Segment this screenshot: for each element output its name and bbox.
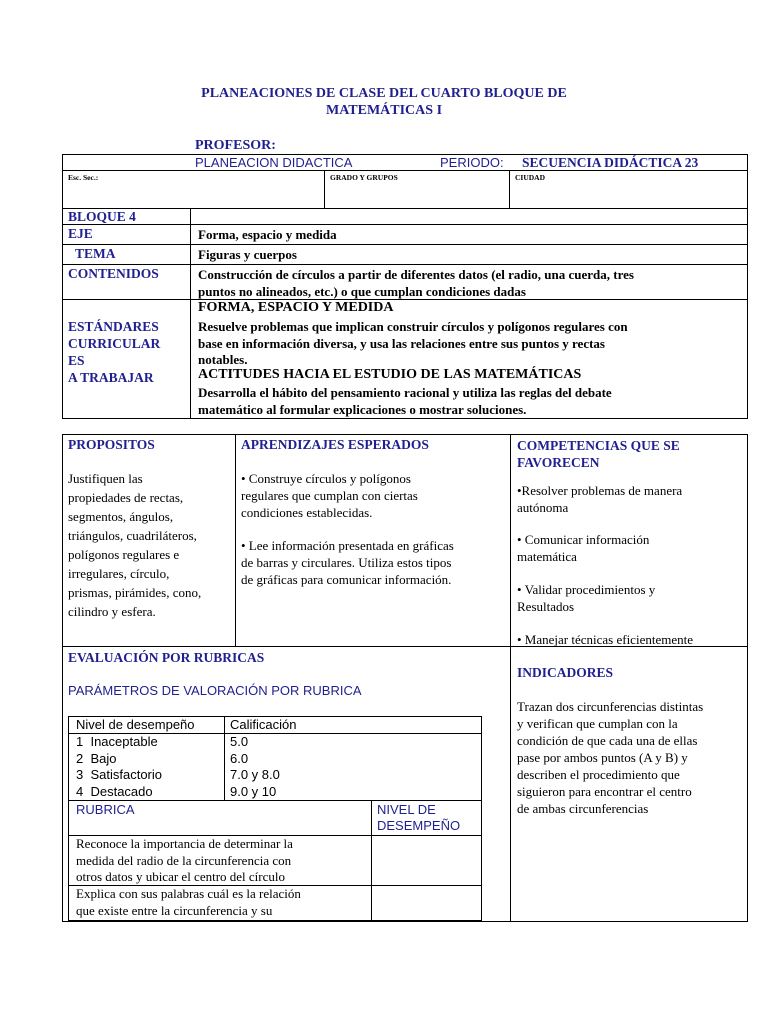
aprendizajes-line: de gráficas para comunicar información.: [241, 572, 452, 587]
aprendizajes-line: • Construye círculos y polígonos: [241, 471, 411, 486]
est-text2-l1: Desarrolla el hábito del pensamiento racional y utiliza las reglas del debate: [198, 385, 612, 400]
propositos-text: [68, 469, 201, 621]
competencias-title: [517, 437, 680, 471]
propositos-title: PROPOSITOS: [68, 437, 155, 452]
est-heading1: FORMA, ESPACIO Y MEDIDA: [198, 300, 394, 315]
indicadores-line: siguieron para encontrar el centro: [517, 784, 692, 799]
indicadores-line: de ambas circunferencias: [517, 801, 649, 816]
levels-col2-header: Calificación: [230, 717, 297, 732]
planeacion-label: PLANEACION DIDACTICA: [195, 155, 353, 170]
crit-line: Reconoce la importancia de determinar la: [76, 836, 293, 851]
competencias-title-l1: COMPETENCIAS QUE SE: [517, 438, 680, 453]
est-text1-l2: base en información diversa, y usa las relaciones entre sus puntos y rectas: [198, 336, 605, 351]
level-name: Inaceptable: [90, 734, 158, 749]
indicadores-title: INDICADORES: [517, 665, 614, 680]
level-grade: 6.0: [230, 750, 249, 766]
competencias-item1: [517, 482, 682, 516]
levels-col1-header: Nivel de desempeño: [76, 717, 195, 732]
competencias-item3: [517, 581, 655, 615]
level-num: 4: [76, 783, 84, 799]
propositos-line: segmentos, ángulos,: [68, 509, 174, 524]
level-row: [76, 784, 162, 801]
crit-line: que existe entre la circunferencia y su: [76, 902, 273, 918]
contenidos-line2: puntos no alineados, etc.) o que cumplan condiciones dadas: [198, 284, 526, 299]
estandares-l4: A TRABAJAR: [68, 370, 154, 385]
periodo-label: PERIODO:: [440, 155, 504, 170]
levels-names: [76, 734, 162, 800]
crit-line: otros datos y ubicar el centro del círculo: [76, 869, 286, 884]
level-grade: 7.0 y 8.0: [230, 767, 280, 782]
rubrica-crit2: [76, 886, 301, 919]
eje-label: EJE: [68, 226, 93, 241]
estandares-l3: ES: [68, 353, 85, 368]
nivel-header-l2: DESEMPEÑO: [377, 818, 461, 833]
crit-line: medida del radio de la circunferencia con: [76, 852, 292, 868]
propositos-line: propiedades de rectas,: [68, 490, 184, 505]
indicadores-line: y verifican que cumplan con la: [517, 716, 678, 731]
competencias-line: • Manejar técnicas eficientemente: [517, 632, 693, 647]
indicadores-line: condición de que cada una de ellas: [517, 733, 698, 748]
level-row: [76, 734, 162, 751]
indicadores-line: describen el procedimiento que: [517, 767, 680, 782]
level-row: [76, 751, 162, 768]
propositos-line: Justifiquen las: [68, 471, 143, 486]
estandares-label: [68, 318, 160, 386]
level-row: [76, 767, 162, 784]
competencias-line: Resultados: [517, 599, 575, 614]
competencias-line: • Comunicar información: [517, 532, 650, 547]
propositos-line: triángulos, cuadriláteros,: [68, 528, 197, 543]
level-grade: 5.0: [230, 734, 249, 749]
document-title-line2: MATEMÁTICAS I: [325, 103, 443, 118]
est-heading2: ACTITUDES HACIA EL ESTUDIO DE LAS MATEMÁTICAS: [198, 367, 582, 382]
indicadores-line: Trazan dos circunferencias distintas: [517, 699, 704, 714]
aprendizajes-line: regulares que cumplan con ciertas: [241, 488, 418, 503]
aprendizajes-item1: [241, 470, 418, 521]
aprendizajes-title: APRENDIZAJES ESPERADOS: [241, 437, 429, 452]
levels-grades: [230, 734, 280, 800]
level-name: Destacado: [90, 783, 153, 799]
est-text1-l3: notables.: [198, 352, 248, 367]
crit-line: Explica con sus palabras cuál es la relación: [76, 886, 301, 901]
estandares-l2: CURRICULAR: [68, 336, 161, 351]
level-num: 2: [76, 750, 84, 766]
competencias-title-l2: FAVORECEN: [517, 455, 600, 470]
document-title-line1: PLANEACIONES DE CLASE DEL CUARTO BLOQUE DE: [201, 86, 567, 101]
competencias-item2: [517, 531, 649, 565]
evaluacion-title: EVALUACIÓN POR RUBRICAS: [68, 650, 265, 665]
propositos-line: cilindro y esfera.: [68, 604, 156, 619]
estandares-l1: ESTÁNDARES: [68, 319, 159, 334]
nivel-header-l1: NIVEL DE: [377, 802, 436, 817]
bloque-label: BLOQUE 4: [68, 209, 136, 224]
secuencia-label: SECUENCIA DIDÁCTICA 23: [522, 155, 699, 170]
aprendizajes-line: condiciones establecidas.: [241, 505, 373, 520]
contenidos-label: CONTENIDOS: [68, 266, 159, 281]
ciudad-label: CIUDAD: [515, 173, 545, 182]
rubrica-crit1: [76, 836, 293, 886]
competencias-line: • Validar procedimientos y: [517, 582, 656, 597]
profesor-label: PROFESOR:: [195, 138, 276, 153]
grado-label: GRADO Y GRUPOS: [330, 173, 398, 182]
esc-sec-label: Esc. Sec.:: [68, 173, 99, 182]
aprendizajes-line: de barras y circulares. Utiliza estos tipos: [241, 555, 452, 570]
level-name: Satisfactorio: [90, 767, 163, 782]
level-num: 1: [76, 734, 84, 749]
competencias-line: •Resolver problemas de manera: [517, 483, 683, 498]
propositos-line: prismas, pirámides, cono,: [68, 585, 202, 600]
propositos-line: irregulares, círculo,: [68, 566, 170, 581]
eje-value: Forma, espacio y medida: [198, 227, 337, 242]
propositos-line: polígonos regulares e: [68, 547, 180, 562]
level-num: 3: [76, 767, 84, 782]
contenidos-line1: Construcción de círculos a partir de diferentes datos (el radio, una cuerda, tres: [198, 267, 634, 282]
rubrica-header: RUBRICA: [76, 802, 135, 817]
evaluacion-subtitle: PARÁMETROS DE VALORACIÓN POR RUBRICA: [68, 683, 362, 698]
aprendizajes-item2: [241, 537, 454, 588]
level-grade: 9.0 y 10: [230, 783, 277, 799]
tema-label: TEMA: [75, 246, 116, 261]
tema-value: Figuras y cuerpos: [198, 247, 297, 262]
level-name: Bajo: [90, 750, 117, 766]
aprendizajes-line: • Lee información presentada en gráficas: [241, 538, 454, 553]
competencias-item4: [517, 631, 693, 648]
nivel-header: [377, 802, 460, 834]
competencias-line: autónoma: [517, 500, 569, 515]
est-text1-l1: Resuelve problemas que implican construir círculos y polígonos regulares con: [198, 319, 628, 334]
competencias-line: matemática: [517, 549, 577, 564]
indicadores-text: [517, 698, 703, 817]
est-text2-l2: matemático al formular explicaciones o mostrar soluciones.: [198, 402, 527, 417]
indicadores-line: pase por ambos puntos (A y B) y: [517, 750, 688, 765]
